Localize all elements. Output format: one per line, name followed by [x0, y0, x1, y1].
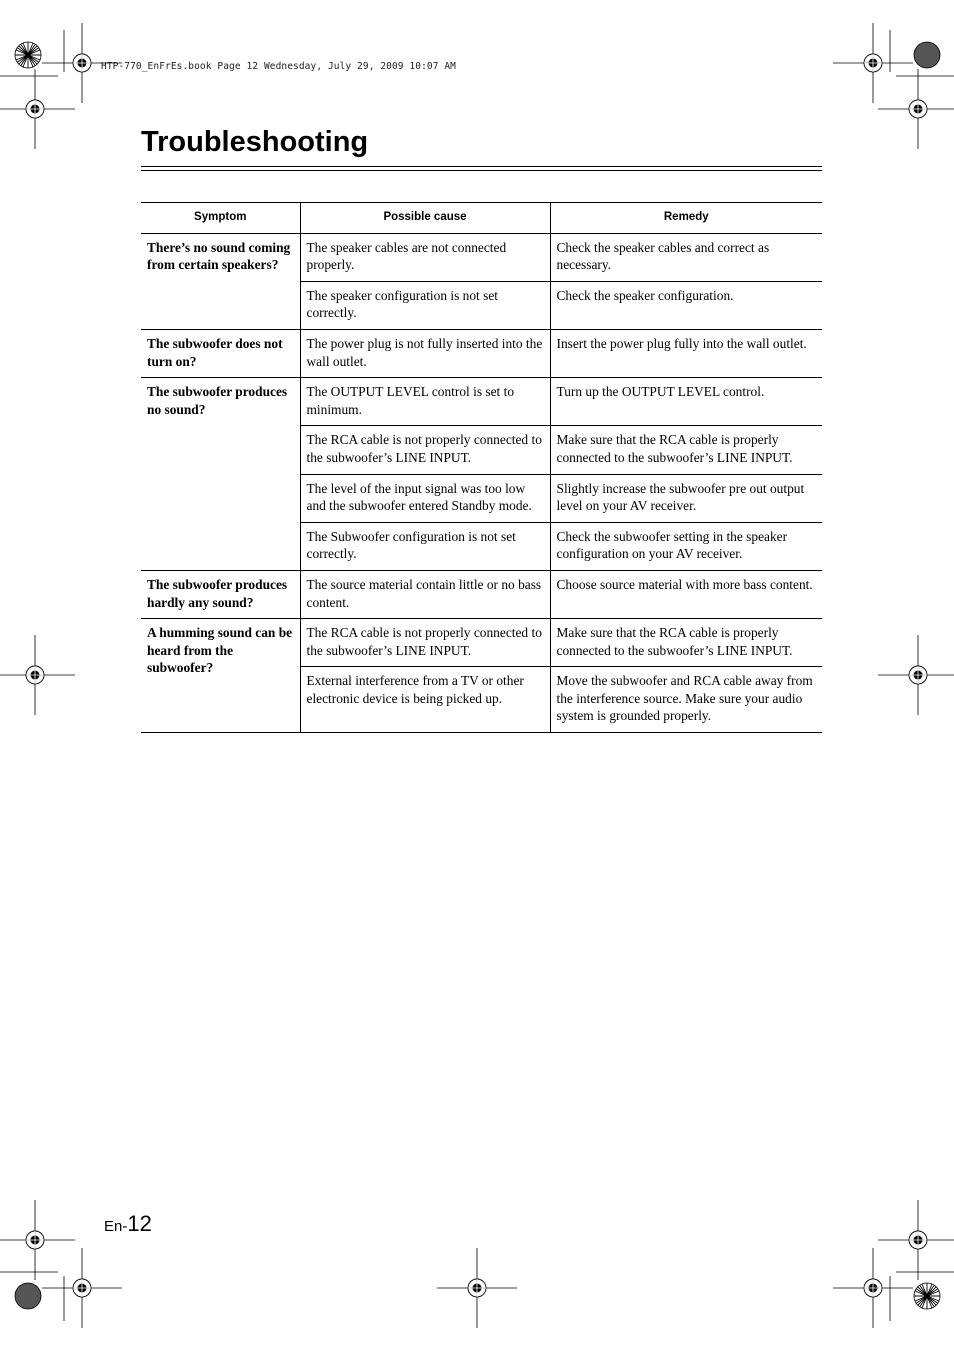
- remedy-cell: Make sure that the RCA cable is properly connected to the subwoofer’s LINE INPUT.: [550, 619, 822, 667]
- header-remedy: Remedy: [550, 203, 822, 234]
- cause-cell: The power plug is not fully inserted into the wall outlet.: [300, 329, 550, 377]
- remedy-cell: Choose source material with more bass content.: [550, 570, 822, 618]
- table-row: [141, 233, 822, 281]
- page-number-prefix: En-: [104, 1218, 128, 1235]
- cause-cell: The RCA cable is not properly connected to the subwoofer’s LINE INPUT.: [300, 619, 550, 667]
- table-row: [141, 329, 822, 377]
- cause-cell: External interference from a TV or other electronic device is being picked up.: [300, 667, 550, 733]
- table-header-row: [141, 203, 822, 234]
- page-title: Troubleshooting: [141, 126, 369, 158]
- remedy-cell: Insert the power plug fully into the wall outlet.: [550, 329, 822, 377]
- page-number-value: 12: [127, 1211, 152, 1236]
- symptom-cell: The subwoofer produces hardly any sound?: [141, 570, 300, 618]
- cause-cell: The speaker configuration is not set correctly.: [300, 281, 550, 329]
- cause-cell: The Subwoofer configuration is not set correctly.: [300, 522, 550, 570]
- remedy-cell: Make sure that the RCA cable is properly connected to the subwoofer’s LINE INPUT.: [550, 426, 822, 474]
- cause-cell: The level of the input signal was too low and the subwoofer entered Standby mode.: [300, 474, 550, 522]
- cause-cell: The OUTPUT LEVEL control is set to minimum.: [300, 378, 550, 426]
- symptom-cell: There’s no sound coming from certain speakers?: [141, 233, 300, 329]
- cause-cell: The source material contain little or no bass content.: [300, 570, 550, 618]
- remedy-cell: Check the subwoofer setting in the speaker configuration on your AV receiver.: [550, 522, 822, 570]
- troubleshooting-table: [141, 202, 822, 733]
- header-possible-cause: Possible cause: [300, 203, 550, 234]
- remedy-cell: Slightly increase the subwoofer pre out output level on your AV receiver.: [550, 474, 822, 522]
- header-symptom: Symptom: [141, 203, 300, 234]
- print-metadata: HTP-770_EnFrEs.book Page 12 Wednesday, July 29, 2009 10:07 AM: [101, 61, 456, 72]
- remedy-cell: Move the subwoofer and RCA cable away from the interference source. Make sure your audio system is grounded properly.: [550, 667, 822, 733]
- cause-cell: The speaker cables are not connected properly.: [300, 233, 550, 281]
- symptom-cell: A humming sound can be heard from the subwoofer?: [141, 619, 300, 733]
- table-row: [141, 378, 822, 426]
- title-rule: [141, 166, 822, 171]
- remedy-cell: Check the speaker cables and correct as necessary.: [550, 233, 822, 281]
- remedy-cell: Check the speaker configuration.: [550, 281, 822, 329]
- table-row: [141, 570, 822, 618]
- symptom-cell: The subwoofer does not turn on?: [141, 329, 300, 377]
- table-row: [141, 619, 822, 667]
- cause-cell: The RCA cable is not properly connected to the subwoofer’s LINE INPUT.: [300, 426, 550, 474]
- symptom-cell: The subwoofer produces no sound?: [141, 378, 300, 571]
- page-number: [104, 1211, 152, 1237]
- remedy-cell: Turn up the OUTPUT LEVEL control.: [550, 378, 822, 426]
